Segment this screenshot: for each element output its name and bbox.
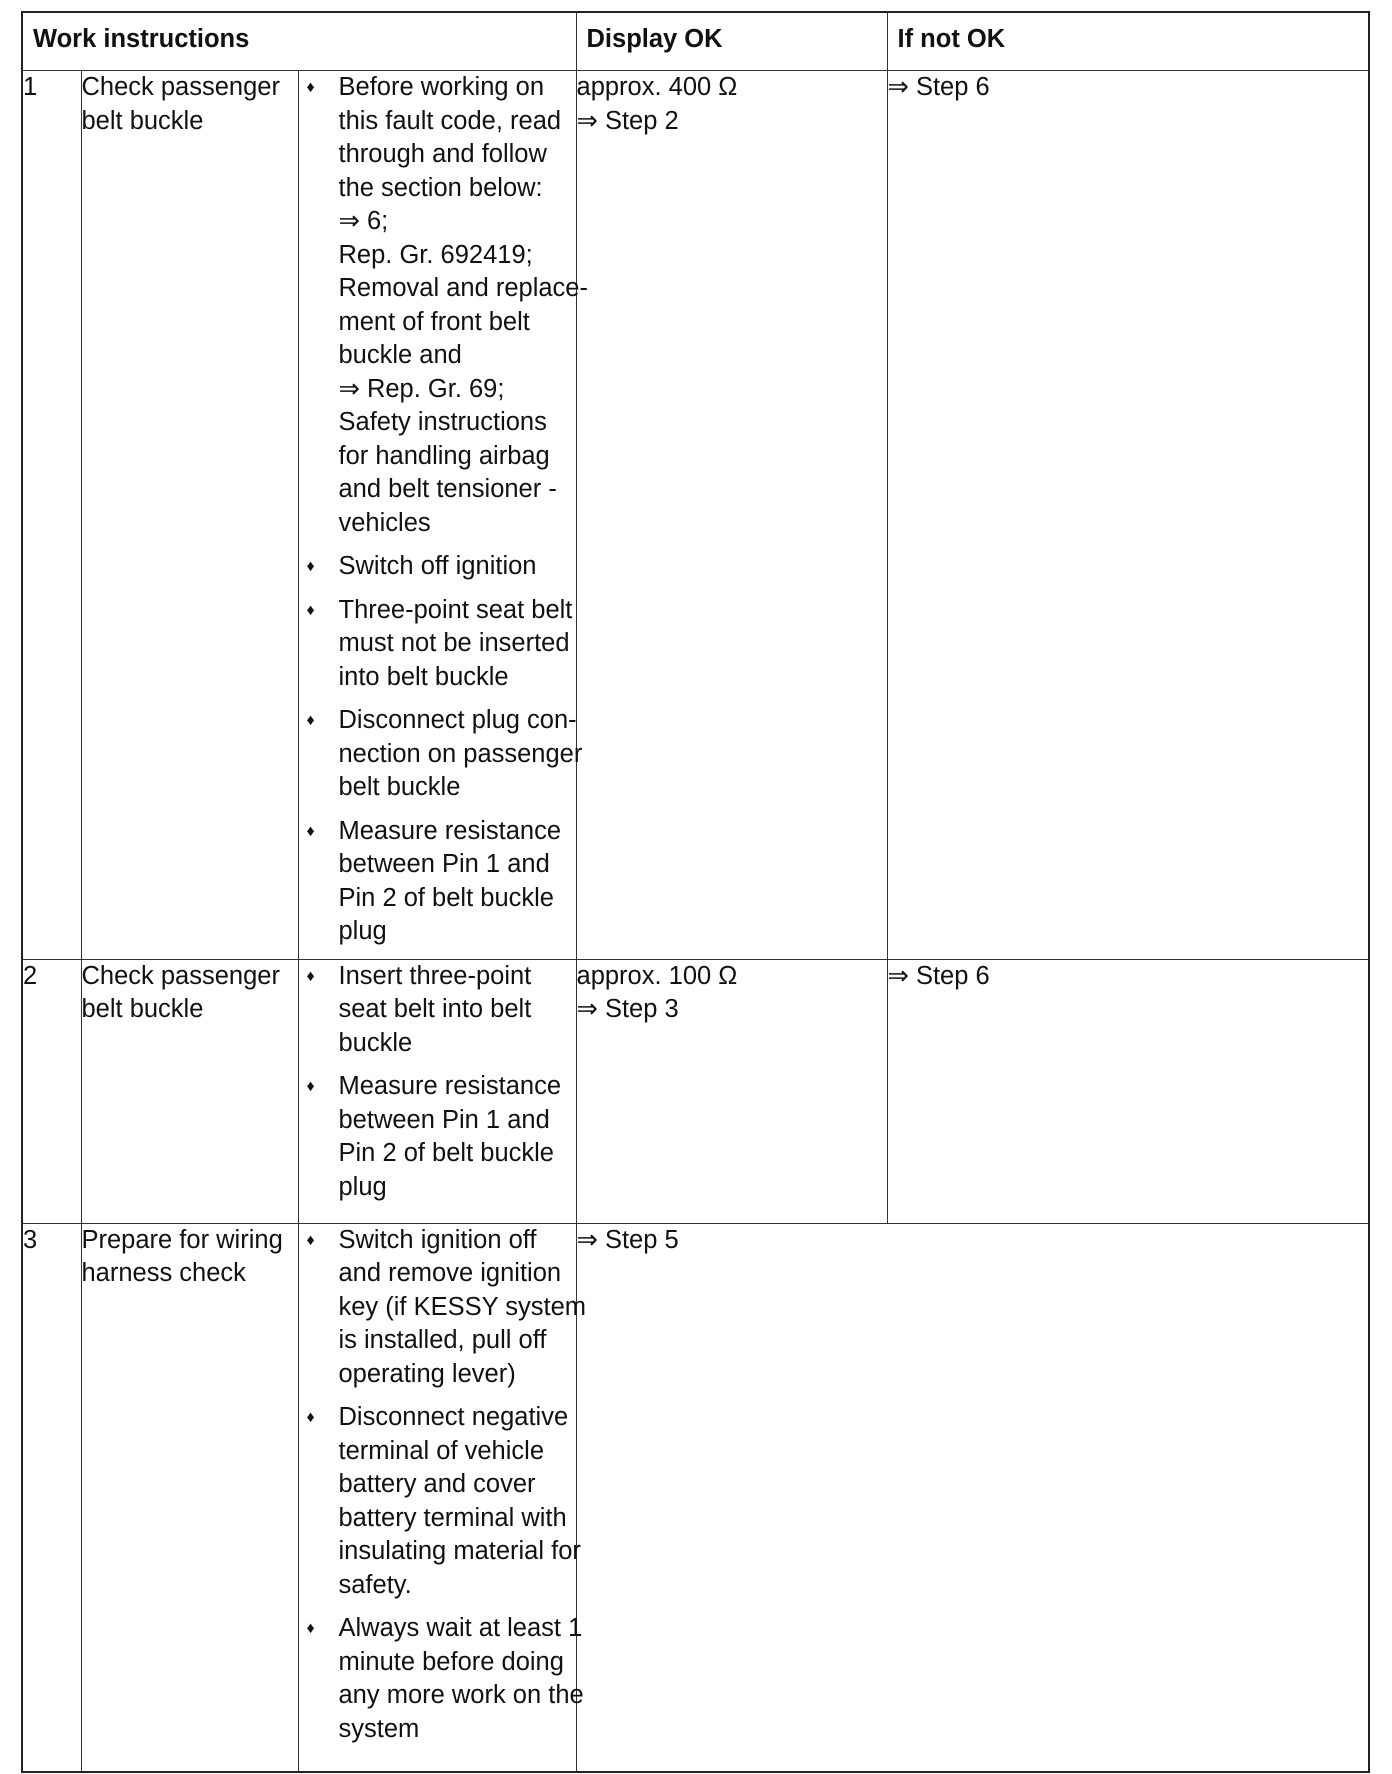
row-display-ok: approx. 400 Ω ⇒ Step 2 — [576, 71, 887, 960]
header-work-instructions: Work instructions — [22, 12, 576, 71]
bullet-icon: ♦ — [306, 558, 315, 575]
table-row — [22, 1223, 1369, 1772]
bullet-icon: ♦ — [306, 1231, 315, 1249]
row-display-ok: ⇒ Step 5 — [576, 1223, 1369, 1772]
step-item: ♦ Three-point seat belt must not be inserted into belt buckle — [306, 595, 573, 691]
step-item: ♦ Before working on this fault code, read through and follow the section below: ⇒ 6; Rep. Gr. 692419; Removal and replace- ment of front belt buckle and ⇒ Rep. Gr. 69; Safety instructions for handling airbag and belt tensioner - vehicles — [306, 73, 588, 537]
bullet-icon: ♦ — [306, 1409, 315, 1426]
bullet-icon: ♦ — [306, 79, 315, 96]
step-item: ♦ Switch ignition off and remove ignition key (if KESSY system is installed, pull off operating lever) — [306, 1225, 587, 1388]
table-row — [22, 959, 1369, 1223]
step-item: ♦ Insert three-point seat belt into belt buckle — [306, 961, 532, 1057]
bullet-icon: ♦ — [306, 712, 315, 729]
row-task: Check passenger belt buckle — [81, 71, 298, 960]
row-number: 2 — [22, 959, 81, 1223]
row-number: 1 — [22, 71, 81, 960]
header-display-ok: Display OK — [576, 12, 887, 71]
row-if-not-ok: ⇒ Step 6 — [887, 71, 1369, 960]
table-header-row — [22, 12, 1369, 71]
row-steps — [298, 959, 576, 1223]
step-item: ♦ Disconnect negative terminal of vehicle battery and cover battery terminal with insulating material for safety. — [306, 1403, 581, 1599]
step-item: ♦ Always wait at least 1 minute before doing any more work on the system — [306, 1614, 584, 1743]
header-if-not-ok: If not OK — [887, 12, 1369, 71]
bullet-icon: ♦ — [306, 601, 315, 619]
row-steps — [298, 1223, 587, 1772]
row-number: 3 — [22, 1223, 81, 1772]
row-display-ok: approx. 100 Ω ⇒ Step 3 — [576, 959, 887, 1223]
row-steps — [298, 71, 588, 960]
step-item: ♦ Measure resistance between Pin 1 and Pin 2 of belt buckle plug — [306, 816, 562, 945]
step-item: ♦ Disconnect plug con- nection on passenger belt buckle — [306, 706, 583, 801]
work-instructions-table — [21, 11, 1370, 1773]
step-item: ♦ Measure resistance between Pin 1 and Pin 2 of belt buckle plug — [306, 1072, 562, 1201]
step-item: ♦ Switch off ignition — [299, 550, 576, 584]
bullet-icon: ♦ — [306, 1620, 315, 1637]
row-task: Check passenger belt buckle — [81, 959, 298, 1223]
table-row — [22, 71, 1369, 960]
bullet-icon: ♦ — [306, 1078, 315, 1095]
bullet-icon: ♦ — [306, 967, 315, 985]
row-task: Prepare for wiring harness check — [81, 1223, 298, 1772]
row-if-not-ok: ⇒ Step 6 — [887, 959, 1369, 1223]
bullet-icon: ♦ — [306, 822, 315, 840]
